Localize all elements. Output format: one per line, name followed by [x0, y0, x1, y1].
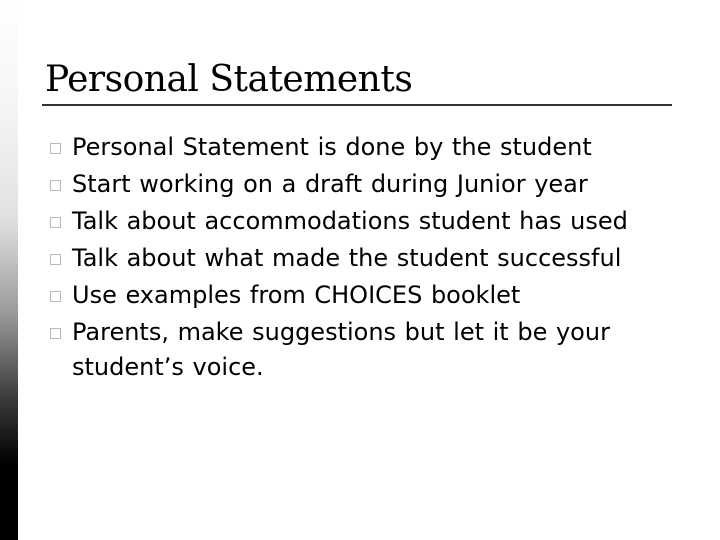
bullet-text: Talk about what made the student successful: [72, 244, 622, 272]
bullet-text: Parents, make suggestions but let it be your student’s voice.: [72, 318, 610, 381]
bullet-item: [50, 241, 700, 276]
bullet-list: [50, 130, 700, 387]
left-gradient-bar: [0, 0, 18, 540]
bullet-text: Talk about accommodations student has used: [72, 207, 628, 235]
bullet-text: Personal Statement is done by the student: [72, 133, 592, 161]
bullet-text: Use examples from CHOICES booklet: [72, 281, 521, 309]
hollow-square-icon: [50, 291, 61, 302]
hollow-square-icon: [50, 254, 61, 265]
bullet-item: [50, 204, 700, 239]
bullet-item: [50, 130, 700, 165]
bullet-item: [50, 167, 700, 202]
bullet-item: [50, 315, 700, 385]
title-divider: [42, 104, 672, 106]
bullet-text: Start working on a draft during Junior year: [72, 170, 588, 198]
hollow-square-icon: [50, 328, 61, 339]
hollow-square-icon: [50, 180, 61, 191]
bullet-item: [50, 278, 700, 313]
hollow-square-icon: [50, 217, 61, 228]
slide-title: Personal Statements: [45, 59, 413, 100]
hollow-square-icon: [50, 143, 61, 154]
